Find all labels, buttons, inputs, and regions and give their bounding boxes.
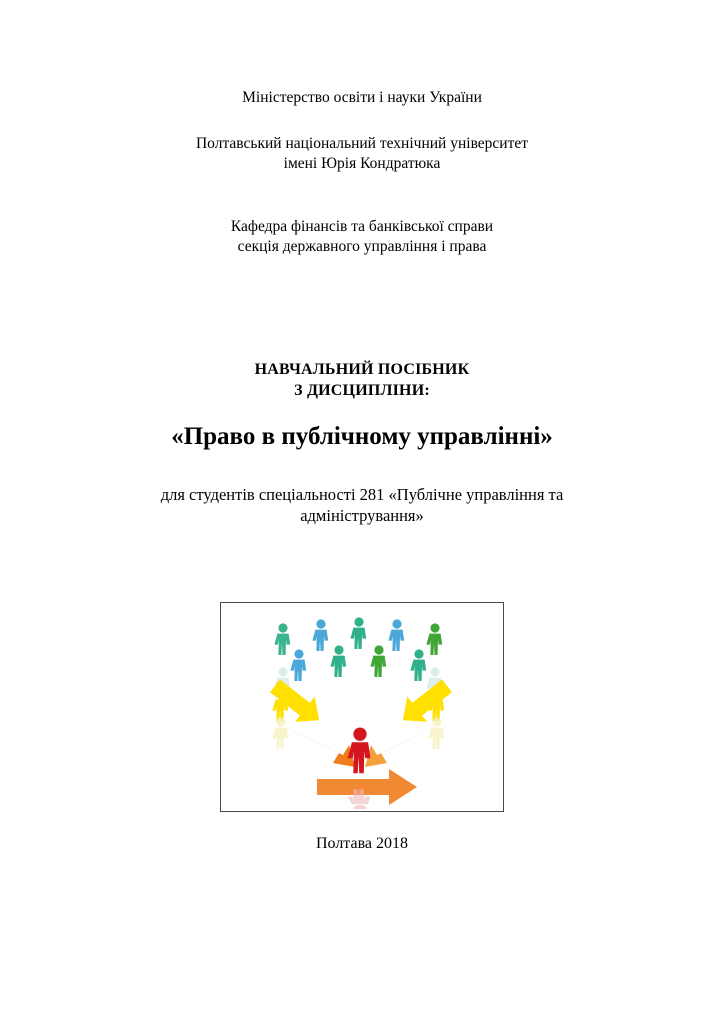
- department-block: [231, 217, 493, 257]
- discipline-title: «Право в публічному управлінні»: [171, 423, 553, 451]
- manual-line-1: НАВЧАЛЬНИЙ ПОСІБНИК: [254, 361, 470, 379]
- audience-block: [161, 484, 564, 526]
- department-line-1: Кафедра фінансів та банківської справи: [230, 218, 494, 236]
- manual-line-2: З ДИСЦИПЛІНИ:: [294, 381, 430, 399]
- audience-line-2: адміністрування»: [300, 506, 424, 526]
- ministry-line: Міністерство освіти і науки України: [242, 89, 482, 106]
- university-line-1: Полтавський національний технічний університет: [195, 134, 529, 152]
- manual-heading-block: [255, 360, 470, 401]
- people-arrows-graphic: [221, 603, 501, 809]
- university-block: [196, 134, 528, 174]
- cover-illustration: [220, 602, 504, 812]
- department-line-2: секція державного управління і права: [237, 238, 487, 256]
- place-year: Полтава 2018: [315, 835, 409, 853]
- university-line-2: імені Юрія Кондратюка: [283, 154, 441, 172]
- audience-line-1: для студентів спеціальності 281 «Публічне управління та: [160, 485, 564, 505]
